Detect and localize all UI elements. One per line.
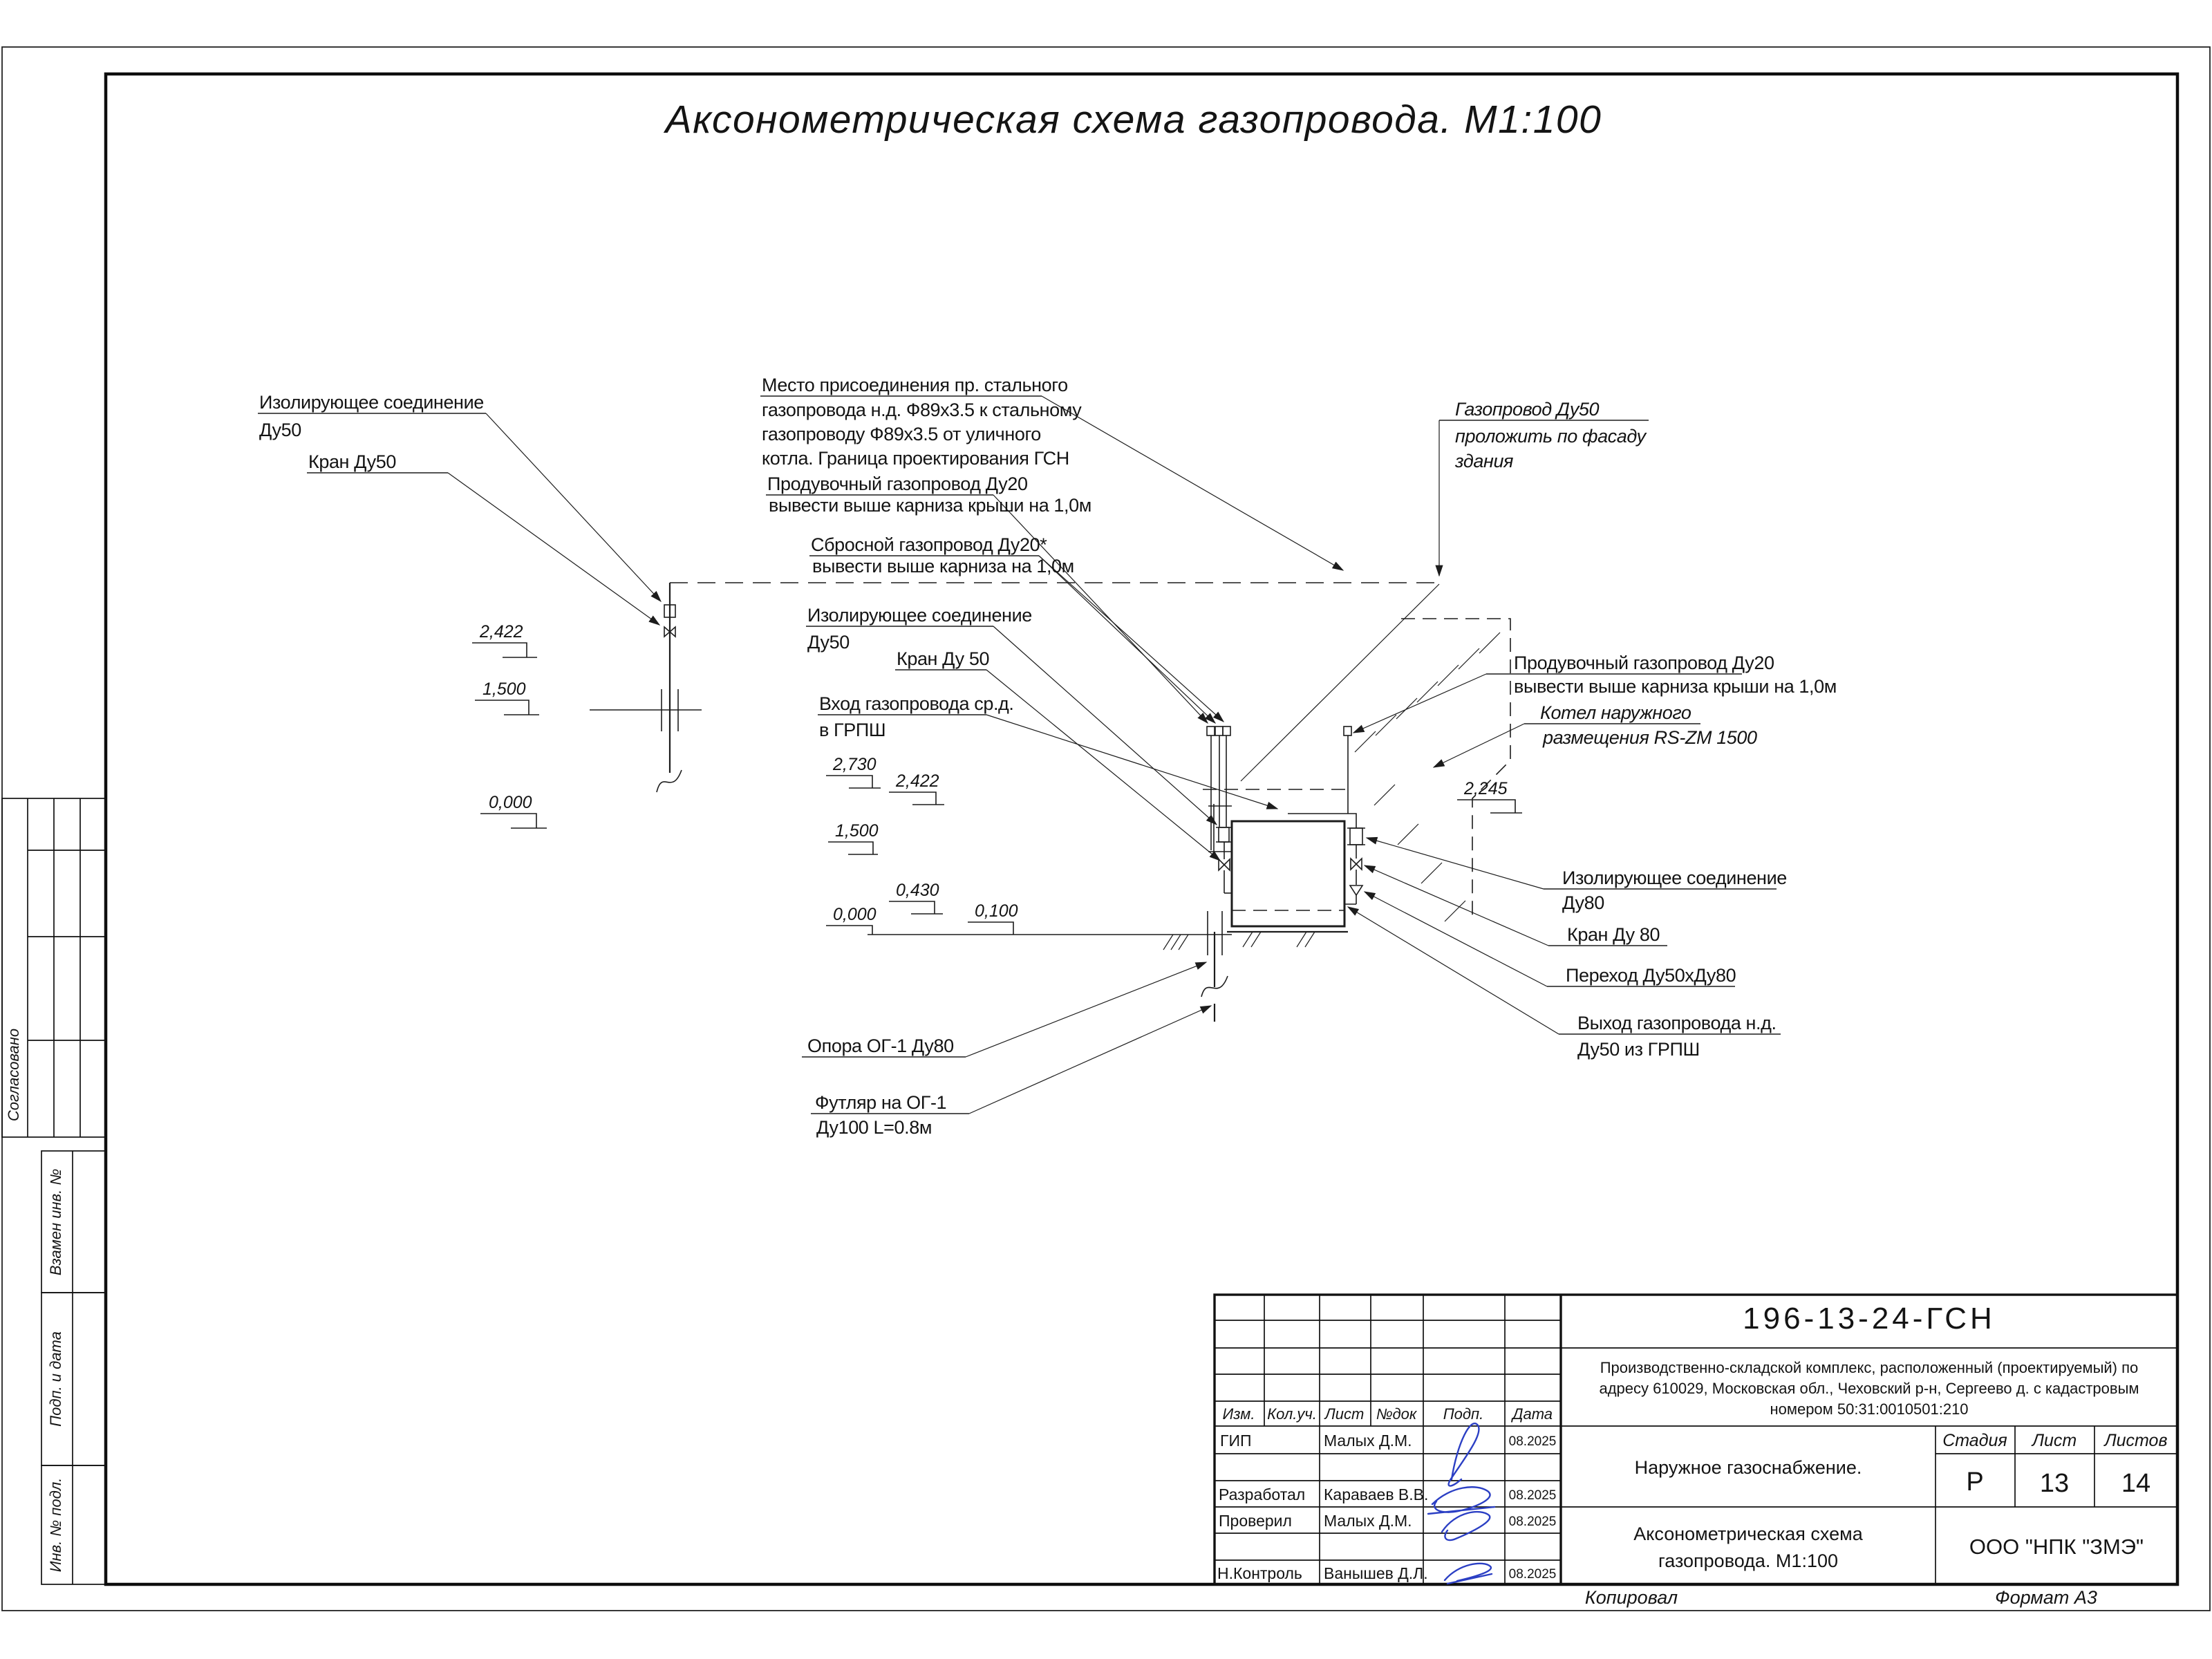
left-margin-stamps bbox=[2, 798, 106, 1584]
elev-center-0430: 0,430 bbox=[896, 881, 939, 900]
elevation-marks bbox=[472, 622, 1522, 935]
callout-produv-center-1: Продувочный газопровод Ду20 bbox=[767, 474, 1028, 494]
callout-futlyar-1: Футляр на ОГ-1 bbox=[815, 1092, 947, 1113]
tb-row-nkontr-role: Н.Контроль bbox=[1217, 1564, 1302, 1582]
callout-mesto-2: газопровода н.д. Ф89х3.5 к стальному bbox=[762, 400, 1082, 420]
callout-iso50-mid-1: Изолирующее соединение bbox=[807, 605, 1032, 626]
tb-row-prover-role: Проверил bbox=[1219, 1512, 1292, 1530]
tb-row-razrab-name: Караваев В.В. bbox=[1324, 1485, 1429, 1503]
callout-vhod-2: в ГРПШ bbox=[819, 720, 886, 740]
tb-stage-value: Р bbox=[1966, 1468, 1984, 1497]
tb-header-data: Дата bbox=[1512, 1405, 1553, 1423]
tb-sheets-total: 14 bbox=[2121, 1469, 2151, 1498]
tb-row-gip-date: 08.2025 bbox=[1508, 1434, 1557, 1449]
tb-row-razrab-date: 08.2025 bbox=[1508, 1488, 1557, 1503]
cabinet-left-fittings bbox=[1208, 804, 1232, 893]
elev-center-2422: 2,422 bbox=[896, 771, 939, 791]
callout-vhod-1: Вход газопровода ср.д. bbox=[819, 693, 1014, 714]
building-outline bbox=[1241, 584, 1510, 921]
format-label: Формат А3 bbox=[1995, 1587, 2097, 1608]
callout-produv-right-1: Продувочный газопровод Ду20 bbox=[1514, 653, 1774, 673]
tb-sheet-no: 13 bbox=[2039, 1469, 2070, 1498]
tb-header-list: Лист bbox=[1324, 1405, 1365, 1423]
callout-futlyar-2: Ду100 L=0.8м bbox=[816, 1117, 932, 1138]
tb-project-3: номером 50:31:0010501:210 bbox=[1770, 1400, 1969, 1418]
callout-vyhod-1: Выход газопровода н.д. bbox=[1577, 1013, 1777, 1033]
tb-row-prover-date: 08.2025 bbox=[1508, 1515, 1557, 1529]
tb-doc-number: 196-13-24-ГСН bbox=[1743, 1302, 1996, 1335]
tb-header-ndok: №док bbox=[1376, 1405, 1417, 1423]
callout-iso50-mid-2: Ду50 bbox=[807, 632, 850, 653]
callout-produv-center-2: вывести выше карниза крыши на 1,0м bbox=[769, 495, 1091, 516]
ground-line bbox=[868, 932, 1315, 950]
tb-section-title: Наружное газоснабжение. bbox=[1634, 1457, 1862, 1478]
replace-inv-label: Взамен инв. № bbox=[47, 1168, 64, 1276]
callout-labels bbox=[259, 375, 1837, 1138]
wall-hatching bbox=[1355, 632, 1500, 921]
tb-header-koluch: Кол.уч. bbox=[1267, 1405, 1317, 1423]
underground-pipe bbox=[1201, 911, 1228, 1022]
tb-row-razrab-role: Разработал bbox=[1219, 1485, 1306, 1503]
callout-perehod: Переход Ду50хДу80 bbox=[1566, 965, 1736, 986]
tb-stage-label: Стадия bbox=[1942, 1431, 2007, 1450]
callout-kran80: Кран Ду 80 bbox=[1567, 924, 1660, 945]
tb-project-1: Производственно-складской комплекс, расположенный (проектируемый) по bbox=[1600, 1359, 2139, 1376]
tb-company: ООО "НПК "ЗМЭ" bbox=[1969, 1535, 2144, 1559]
callout-gazoprovod-3: здания bbox=[1455, 451, 1514, 471]
tb-list-label: Лист bbox=[2032, 1431, 2077, 1450]
elev-left-2422: 2,422 bbox=[480, 622, 523, 641]
callout-kran50-mid: Кран Ду 50 bbox=[897, 648, 990, 669]
tb-row-gip-name: Малых Д.М. bbox=[1324, 1432, 1412, 1450]
elev-center-0100: 0,100 bbox=[975, 901, 1018, 921]
callout-mesto-4: котла. Граница проектирования ГСН bbox=[762, 448, 1069, 469]
tb-sheets-label: Листов bbox=[2104, 1431, 2168, 1450]
tb-sheet-title-2: газопровода. М1:100 bbox=[1658, 1550, 1839, 1571]
tb-row-nkontr-name: Ванышев Д.Л. bbox=[1324, 1564, 1428, 1582]
callout-iso50-left-2: Ду50 bbox=[259, 420, 301, 440]
callout-gazoprovod-1: Газопровод Ду50 bbox=[1455, 399, 1600, 420]
tb-project-2: адресу 610029, Московская обл., Чеховский р-н, Сергеево д. с кадастровым bbox=[1599, 1380, 2139, 1397]
elev-right-2245: 2,245 bbox=[1464, 779, 1508, 798]
page-title: Аксонометрическая схема газопровода. М1:100 bbox=[665, 97, 1602, 142]
callout-iso80-2: Ду80 bbox=[1562, 892, 1604, 913]
tb-header-izm: Изм. bbox=[1222, 1405, 1255, 1423]
tb-row-gip-role: ГИП bbox=[1220, 1432, 1252, 1450]
elev-left-1500: 1,500 bbox=[482, 679, 526, 699]
callout-produv-right-2: вывести выше карниза крыши на 1,0м bbox=[1514, 676, 1837, 697]
tb-sheet-title-1: Аксонометрическая схема bbox=[1633, 1524, 1863, 1544]
callout-iso50-left-1: Изолирующее соединение bbox=[259, 392, 484, 413]
sign-date-label: Подп. и дата bbox=[47, 1331, 64, 1427]
title-block bbox=[1215, 1295, 2177, 1584]
callout-kotel-1: Котел наружного bbox=[1540, 702, 1691, 723]
elev-center-2730: 2,730 bbox=[833, 755, 877, 774]
callout-gazoprovod-2: проложить по фасаду bbox=[1455, 426, 1646, 447]
callout-vyhod-2: Ду50 из ГРПШ bbox=[1577, 1039, 1700, 1060]
elev-center-1500: 1,500 bbox=[835, 821, 879, 841]
callout-kran50-left: Кран Ду50 bbox=[308, 451, 396, 472]
copied-label: Копировал bbox=[1584, 1587, 1678, 1608]
callout-iso80-1: Изолирующее соединение bbox=[1562, 868, 1787, 888]
callout-sbros-1: Сбросной газопровод Ду20* bbox=[811, 534, 1047, 555]
tb-header-podp: Подп. bbox=[1443, 1405, 1484, 1423]
tb-row-prover-name: Малых Д.М. bbox=[1324, 1512, 1412, 1530]
street-pipe bbox=[590, 583, 702, 792]
tb-row-nkontr-date: 08.2025 bbox=[1508, 1567, 1557, 1582]
elev-left-0000: 0,000 bbox=[489, 793, 532, 812]
inv-orig-label: Инв. № подл. bbox=[47, 1477, 64, 1573]
callout-sbros-2: вывести выше карниза на 1,0м bbox=[812, 556, 1074, 577]
approved-stamp-label: Согласовано bbox=[5, 1028, 22, 1122]
callout-opora: Опора ОГ-1 Ду80 bbox=[807, 1035, 954, 1056]
cabinet-right-fittings bbox=[1288, 814, 1365, 904]
callout-kotel-2: размещения RS-ZM 1500 bbox=[1543, 727, 1757, 748]
callout-mesto-3: газопроводу Ф89х3.5 от уличного bbox=[762, 424, 1041, 444]
callout-mesto-1: Место присоединения пр. стального bbox=[762, 375, 1068, 395]
elev-center-0000: 0,000 bbox=[833, 905, 877, 924]
grpsh-cabinet bbox=[1203, 789, 1348, 932]
